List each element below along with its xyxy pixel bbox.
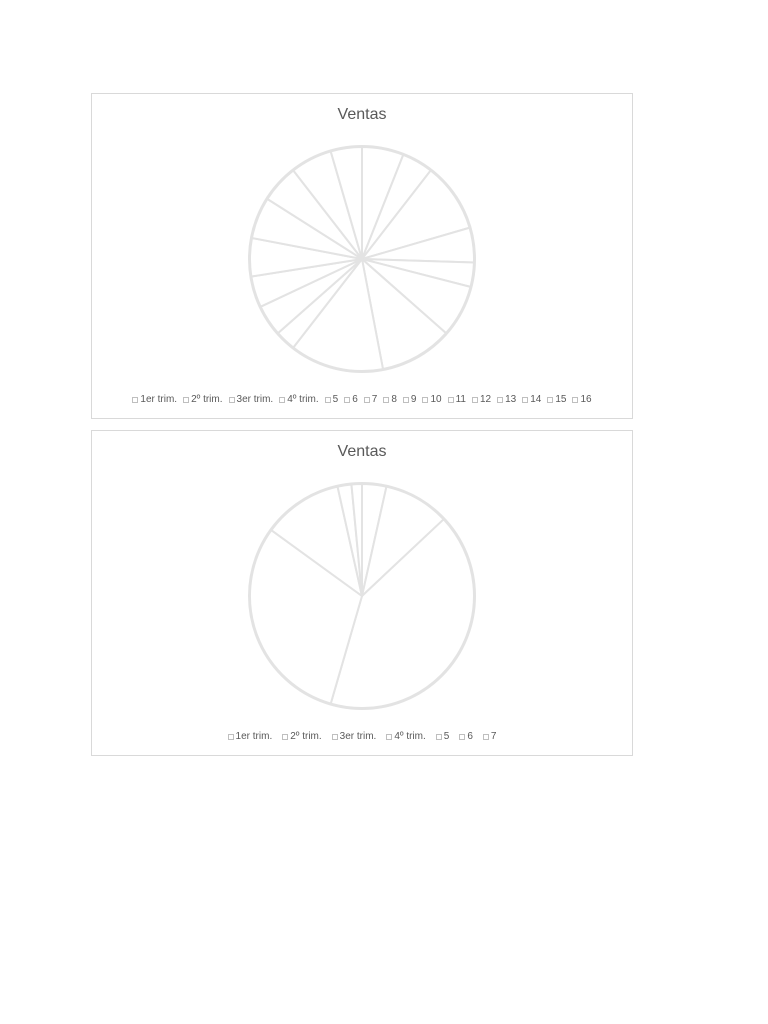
legend-swatch-icon bbox=[497, 397, 503, 403]
legend-item bbox=[282, 731, 321, 742]
legend-item bbox=[325, 394, 339, 405]
legend-swatch-icon bbox=[386, 734, 392, 740]
legend-item bbox=[344, 394, 358, 405]
legend-swatch-icon bbox=[183, 397, 189, 403]
legend-swatch-icon bbox=[332, 734, 338, 740]
legend-item bbox=[386, 731, 425, 742]
legend-swatch-icon bbox=[459, 734, 465, 740]
legend-swatch-icon bbox=[325, 397, 331, 403]
legend-label: 6 bbox=[352, 394, 358, 405]
legend-swatch-icon bbox=[422, 397, 428, 403]
legend-swatch-icon bbox=[279, 397, 285, 403]
legend-item bbox=[228, 731, 273, 742]
legend-swatch-icon bbox=[282, 734, 288, 740]
legend-label: 2º trim. bbox=[191, 394, 223, 405]
legend-swatch-icon bbox=[132, 397, 138, 403]
legend-item bbox=[132, 394, 177, 405]
legend-label: 3er trim. bbox=[339, 731, 377, 742]
legend-swatch-icon bbox=[364, 397, 370, 403]
legend-item bbox=[522, 394, 541, 405]
legend-swatch-icon bbox=[448, 397, 454, 403]
legend-label: 9 bbox=[410, 394, 417, 405]
legend-label: 1er trim. bbox=[140, 394, 178, 405]
chart-title: Ventas bbox=[337, 106, 387, 123]
legend-item bbox=[483, 731, 497, 742]
legend-item bbox=[547, 394, 566, 405]
legend-swatch-icon bbox=[403, 397, 409, 403]
legend-item bbox=[403, 394, 417, 405]
legend-item bbox=[497, 394, 516, 405]
legend-label: 11 bbox=[455, 394, 466, 405]
legend-label: 1er trim. bbox=[235, 731, 273, 742]
legend-swatch-icon bbox=[572, 397, 578, 403]
legend-swatch-icon bbox=[228, 734, 234, 740]
legend-swatch-icon bbox=[229, 397, 235, 403]
legend-item bbox=[436, 731, 450, 742]
legend-item bbox=[383, 394, 397, 405]
legend-label: 6 bbox=[467, 731, 473, 742]
pie-chart-2 bbox=[91, 430, 633, 756]
pie-plot bbox=[92, 431, 634, 757]
legend-label: 7 bbox=[371, 394, 378, 405]
legend-item bbox=[279, 394, 318, 405]
legend-item bbox=[422, 394, 441, 405]
pie-chart-1 bbox=[91, 93, 633, 419]
legend-item bbox=[472, 394, 491, 405]
legend bbox=[92, 731, 632, 742]
chart-title: Ventas bbox=[337, 443, 387, 460]
legend-item bbox=[459, 731, 473, 742]
legend-swatch-icon bbox=[383, 397, 389, 403]
legend bbox=[92, 394, 632, 405]
pie-plot bbox=[92, 94, 634, 420]
legend-item bbox=[183, 394, 222, 405]
legend-item bbox=[229, 394, 274, 405]
legend-label: 5 bbox=[332, 394, 339, 405]
legend-item bbox=[572, 394, 591, 405]
legend-label: 16 bbox=[580, 394, 592, 405]
legend-label: 7 bbox=[490, 731, 497, 742]
legend-item bbox=[364, 394, 378, 405]
legend-label: 4º trim. bbox=[394, 731, 426, 742]
legend-label: 15 bbox=[555, 394, 567, 405]
legend-label: 13 bbox=[505, 394, 517, 405]
legend-swatch-icon bbox=[472, 397, 478, 403]
legend-swatch-icon bbox=[436, 734, 442, 740]
legend-label: 4º trim. bbox=[287, 394, 319, 405]
legend-item bbox=[448, 394, 466, 405]
legend-label: 10 bbox=[430, 394, 442, 405]
legend-label: 3er trim. bbox=[236, 394, 274, 405]
legend-swatch-icon bbox=[547, 397, 553, 403]
legend-swatch-icon bbox=[344, 397, 350, 403]
legend-label: 8 bbox=[391, 394, 397, 405]
legend-label: 2º trim. bbox=[290, 731, 322, 742]
legend-swatch-icon bbox=[522, 397, 528, 403]
legend-swatch-icon bbox=[483, 734, 489, 740]
legend-label: 12 bbox=[479, 394, 492, 405]
legend-label: 14 bbox=[530, 394, 542, 405]
legend-label: 5 bbox=[443, 731, 450, 742]
legend-item bbox=[332, 731, 377, 742]
